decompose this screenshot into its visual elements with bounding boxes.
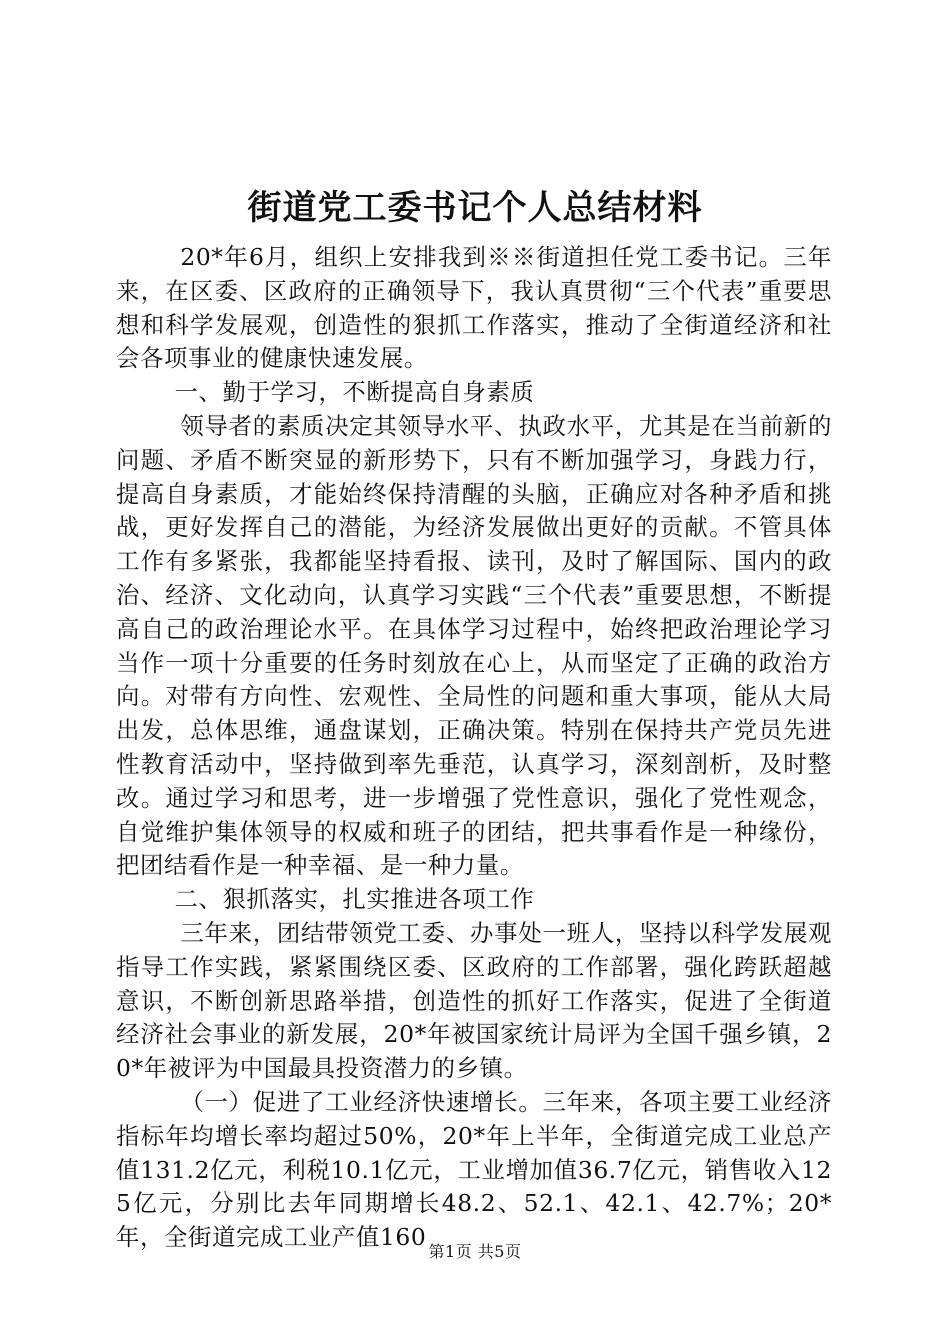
document-body <box>116 241 832 1255</box>
page-footer: 第1页 共5页 <box>428 1242 522 1261</box>
subsection-1-paragraph: （一）促进了工业经济快速增长。三年来，各项主要工业经济指标年均增长率均超过50%，20*年上半年，全街道完成工业总产值131.2亿元，利税10.1亿元，工业增加值36.7亿元，销售收入125亿元，分别比去年同期增长48.2、52.1、42.1、42.7%；20*年，全街道完成工业产值160 <box>116 1087 832 1252</box>
document-title: 街道党工委书记个人总结材料 <box>247 188 703 228</box>
section-1-paragraph: 领导者的素质决定其领导水平、执政水平，尤其是在当前新的问题、矛盾不断突显的新形势下，只有不断加强学习，身践力行，提高自身素质，才能始终保持清醒的头脑，正确应对各种矛盾和挑战，更好发挥自己的潜能，为经济发展做出更好的贡献。不管具体工作有多紧张，我都能坚持看报、读刊，及时了解国际、国内的政治、经济、文化动向，认真学习实践“三个代表”重要思想，不断提高自己的政治理论水平。在具体学习过程中，始终把政治理论学习当作一项十分重要的任务时刻放在心上，从而坚定了正确的政治方向。对带有方向性、宏观性、全局性的问题和重大事项，能从大局出发，总体思维，通盘谋划，正确决策。特别在保持共产党员先进性教育活动中，坚持做到率先垂范，认真学习，深刻剖析，及时整改。通过学习和思考，进一步增强了党性意识，强化了党性观念，自觉维护集体领导的权威和班子的团结，把共事看作是一种缘份，把团结看作是一种幸福、是一种力量。 <box>116 411 832 880</box>
section-2-paragraph: 三年来，团结带领党工委、办事处一班人，坚持以科学发展观指导工作实践，紧紧围绕区委、区政府的工作部署，强化跨跃超越意识，不断创新思路举措，创造性的抓好工作落实，促进了全街道经济社会事业的新发展，20*年被国家统计局评为全国千强乡镇，20*年被评为中国最具投资潜力的乡镇。 <box>116 918 832 1083</box>
intro-paragraph: 20*年6月，组织上安排我到※※街道担任党工委书记。三年来，在区委、区政府的正确领导下，我认真贯彻“三个代表”重要思想和科学发展观，创造性的狠抓工作落实，推动了全街道经济和社会各项事业的健康快速发展。 <box>116 243 832 373</box>
section-heading-1: 一、勤于学习，不断提高自身素质 <box>174 378 535 407</box>
section-heading-2: 二、狠抓落实，扎实推进各项工作 <box>174 885 535 914</box>
